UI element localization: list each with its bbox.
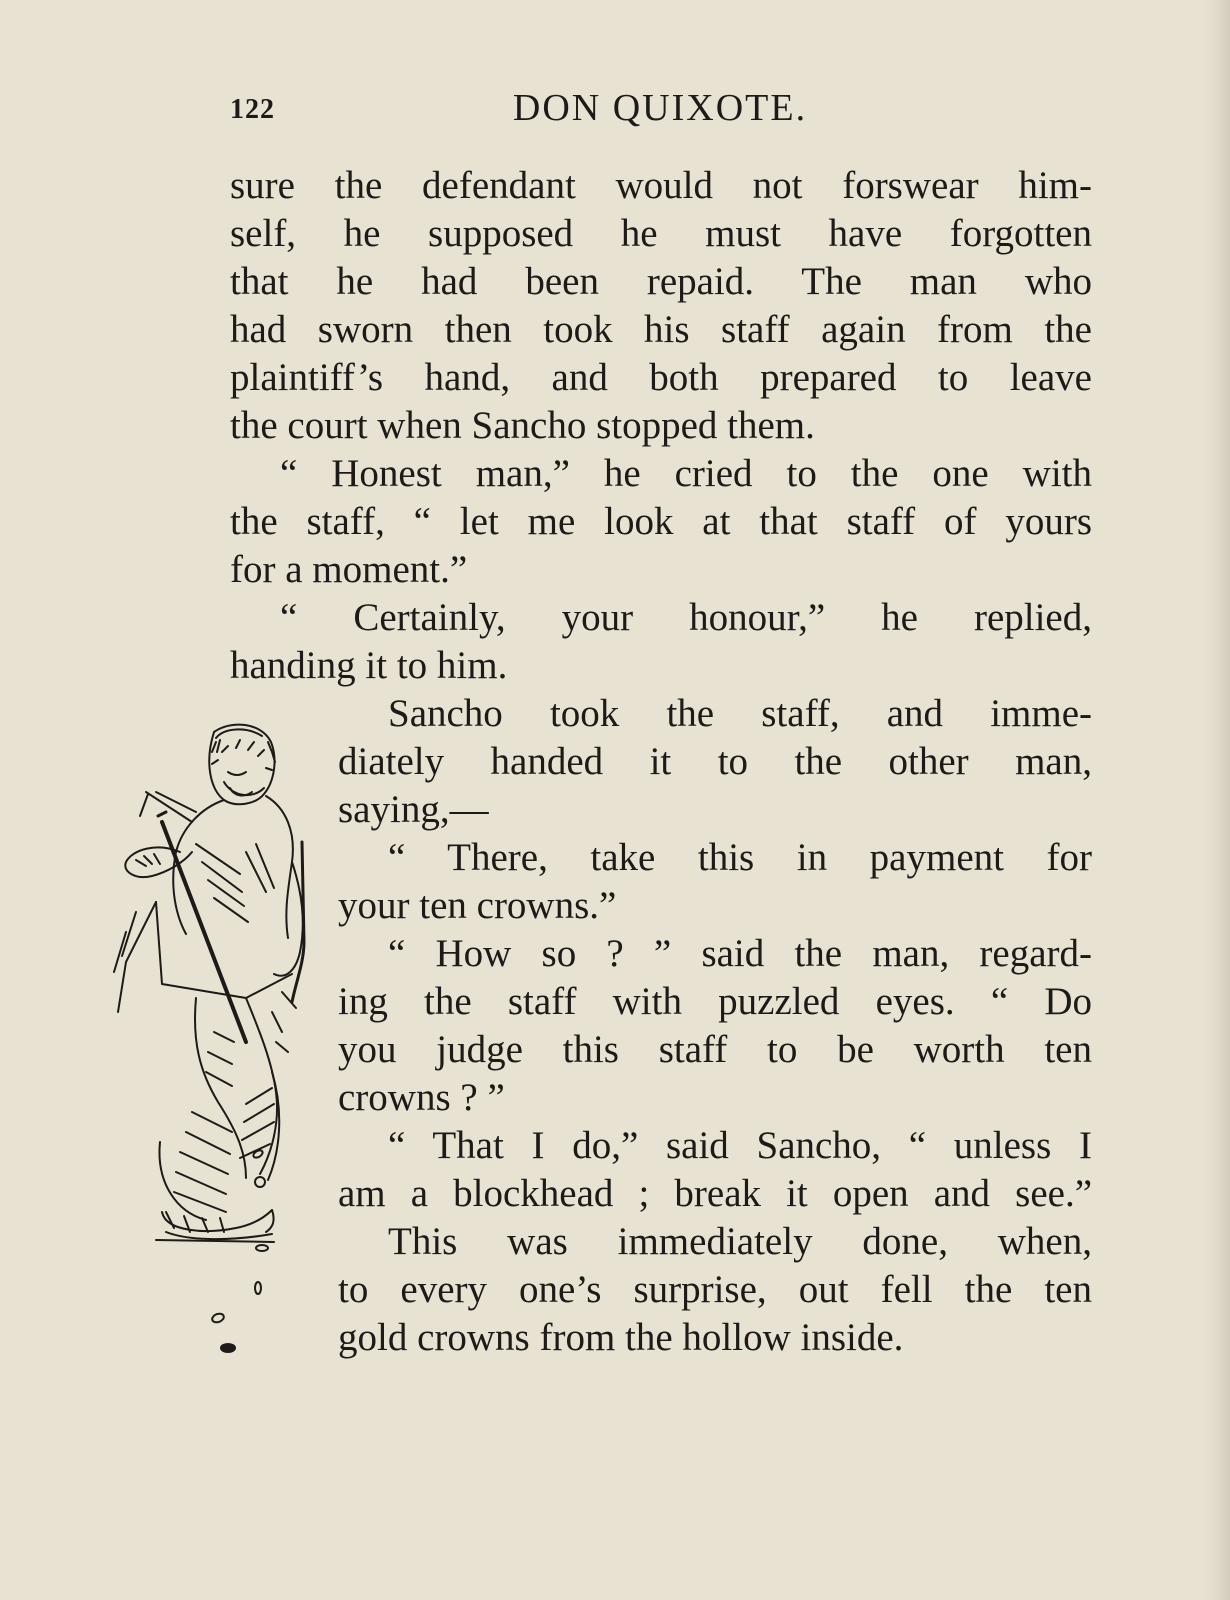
- text-line: plaintiff’s hand, and both prepared to leave: [230, 356, 1092, 399]
- text-line: your ten crowns.”: [338, 884, 617, 927]
- text-line: that he had been repaid. The man who: [230, 260, 1092, 303]
- text-line: sure the defendant would not forswear him-: [230, 164, 1092, 207]
- text-line: self, he supposed he must have forgotten: [230, 212, 1092, 255]
- text-line: diately handed it to the other man,: [338, 740, 1092, 783]
- text-line: ing the staff with puzzled eyes. “ Do: [338, 980, 1092, 1023]
- text-line: had sworn then took his staff again from the: [230, 308, 1092, 351]
- text-line: you judge this staff to be worth ten: [338, 1028, 1092, 1071]
- text-line: the staff, “ let me look at that staff of yours: [230, 500, 1092, 543]
- running-head: [230, 86, 1090, 136]
- text-line: gold crowns from the hollow inside.: [338, 1316, 904, 1359]
- text-line: saying,—: [338, 788, 489, 831]
- man-breaking-staff-illustration: [96, 712, 326, 1372]
- text-line: for a moment.”: [230, 548, 468, 591]
- text-line: “ Honest man,” he cried to the one with: [280, 452, 1092, 495]
- text-line: Sancho took the staff, and imme-: [388, 692, 1092, 735]
- text-line: “ There, take this in payment for: [388, 836, 1092, 879]
- text-line: This was immediately done, when,: [388, 1220, 1092, 1263]
- text-line: handing it to him.: [230, 644, 508, 687]
- text-line: crowns ? ”: [338, 1076, 505, 1119]
- text-line: the court when Sancho stopped them.: [230, 404, 815, 447]
- page-number: 122: [230, 94, 275, 125]
- text-line: am a blockhead ; break it open and see.”: [338, 1172, 1092, 1215]
- text-line: to every one’s surprise, out fell the ten: [338, 1268, 1092, 1311]
- book-title: DON QUIXOTE.: [512, 87, 808, 129]
- text-line: “ How so ? ” said the man, regard-: [388, 932, 1092, 975]
- text-line: “ Certainly, your honour,” he replied,: [280, 596, 1092, 639]
- text-line: “ That I do,” said Sancho, “ unless I: [388, 1124, 1092, 1167]
- page-edge-shadow: [1202, 0, 1230, 1600]
